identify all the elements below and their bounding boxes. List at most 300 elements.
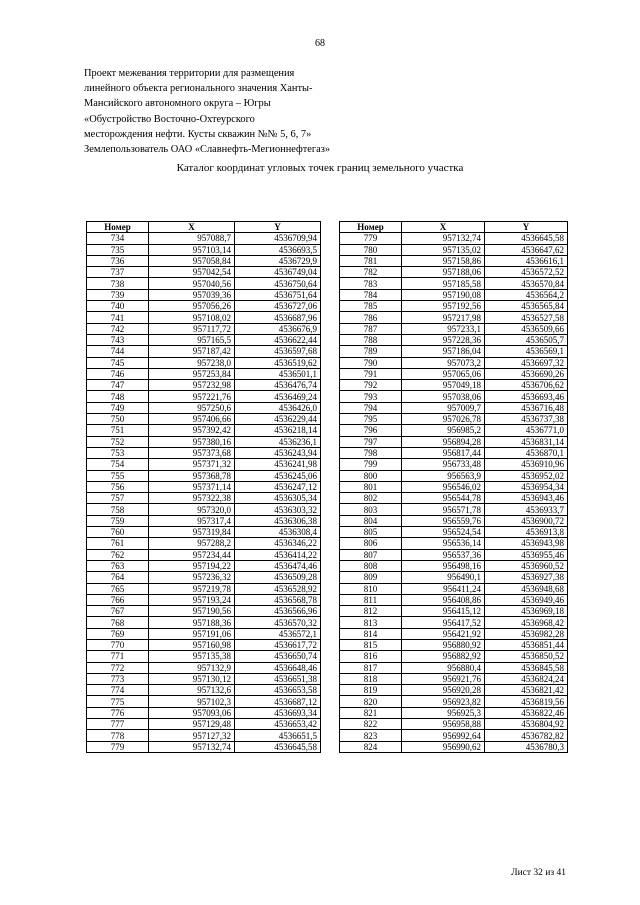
point-number: 762: [87, 549, 149, 560]
y-coordinate: 4536572,1: [235, 628, 321, 639]
x-coordinate: 957135,38: [149, 651, 235, 662]
point-number: 794: [340, 402, 402, 413]
point-number: 743: [87, 334, 149, 345]
x-coordinate: 957221,76: [149, 391, 235, 402]
y-coordinate: 4536509,28: [235, 572, 321, 583]
y-coordinate: 4536693,5: [235, 244, 321, 255]
table-row: [340, 639, 568, 650]
y-coordinate: 4536729,9: [235, 255, 321, 266]
table-row: [87, 414, 321, 425]
point-number: 790: [340, 357, 402, 368]
y-coordinate: 4536676,9: [235, 323, 321, 334]
x-coordinate: 957238,0: [149, 357, 235, 368]
header-line: Мансийского автономного округа – Югры: [84, 98, 271, 110]
y-coordinate: 4536851,44: [485, 639, 568, 650]
y-coordinate: 4536982,28: [485, 628, 568, 639]
table-row: [340, 617, 568, 628]
point-number: 738: [87, 278, 149, 289]
x-coordinate: 956415,12: [402, 606, 485, 617]
y-coordinate: 4536236,1: [235, 436, 321, 447]
table-row: [340, 662, 568, 673]
point-number: 783: [340, 278, 402, 289]
table-header-row: [340, 222, 568, 233]
table-row: [87, 730, 321, 741]
point-number: 786: [340, 312, 402, 323]
y-coordinate: 4536913,8: [485, 527, 568, 538]
table-row: [87, 425, 321, 436]
point-number: 764: [87, 572, 149, 583]
point-number: 803: [340, 504, 402, 515]
table-row: [340, 707, 568, 718]
y-coordinate: 4536910,96: [485, 459, 568, 470]
y-coordinate: 4536245,06: [235, 470, 321, 481]
point-number: 824: [340, 741, 402, 752]
x-coordinate: 957135,02: [402, 244, 485, 255]
x-coordinate: 957192,56: [402, 301, 485, 312]
y-coordinate: 4536243,94: [235, 447, 321, 458]
y-coordinate: 4536247,12: [235, 481, 321, 492]
x-coordinate: 957132,6: [149, 685, 235, 696]
x-coordinate: 957317,4: [149, 515, 235, 526]
x-coordinate: 956880,92: [402, 639, 485, 650]
table-row: [87, 312, 321, 323]
x-coordinate: 956571,78: [402, 504, 485, 515]
table-row: [87, 617, 321, 628]
table-row: [340, 380, 568, 391]
x-coordinate: 956408,86: [402, 594, 485, 605]
table-row: [340, 515, 568, 526]
y-coordinate: 4536647,62: [485, 244, 568, 255]
x-coordinate: 957127,32: [149, 730, 235, 741]
table-row: [87, 334, 321, 345]
x-coordinate: 957185,58: [402, 278, 485, 289]
point-number: 801: [340, 481, 402, 492]
x-coordinate: 957322,38: [149, 493, 235, 504]
x-coordinate: 957193,24: [149, 594, 235, 605]
point-number: 737: [87, 267, 149, 278]
y-coordinate: 4536782,82: [485, 730, 568, 741]
catalog-title: Каталог координат угловых точек границ земельного участка: [176, 162, 464, 174]
x-coordinate: 956411,24: [402, 583, 485, 594]
y-coordinate: 4536305,34: [235, 493, 321, 504]
x-coordinate: 957049,18: [402, 380, 485, 391]
page-number: 68: [315, 38, 325, 49]
point-number: 784: [340, 289, 402, 300]
y-coordinate: 4536960,52: [485, 560, 568, 571]
y-coordinate: 4536645,58: [235, 741, 321, 752]
x-coordinate: 956559,76: [402, 515, 485, 526]
point-number: 768: [87, 617, 149, 628]
x-coordinate: 957056,26: [149, 301, 235, 312]
x-coordinate: 957288,2: [149, 538, 235, 549]
point-number: 816: [340, 651, 402, 662]
table-row: [340, 572, 568, 583]
table-row: [87, 719, 321, 730]
table-row: [87, 741, 321, 752]
point-number: 811: [340, 594, 402, 605]
table-row: [340, 719, 568, 730]
point-number: 808: [340, 560, 402, 571]
table-row: [87, 527, 321, 538]
point-number: 818: [340, 673, 402, 684]
point-number: 791: [340, 368, 402, 379]
y-coordinate: 4536804,92: [485, 719, 568, 730]
y-coordinate: 4536653,42: [235, 719, 321, 730]
y-coordinate: 4536954,34: [485, 481, 568, 492]
table-row: [87, 639, 321, 650]
table-row: [340, 255, 568, 266]
point-number: 748: [87, 391, 149, 402]
x-coordinate: 957406,66: [149, 414, 235, 425]
table-row: [87, 357, 321, 368]
y-coordinate: 4536426,0: [235, 402, 321, 413]
column-header-number: Номер: [87, 222, 149, 233]
column-header-x: X: [149, 222, 235, 233]
y-coordinate: 4536653,58: [235, 685, 321, 696]
table-row: [340, 278, 568, 289]
coordinates-table-left: [86, 221, 321, 753]
x-coordinate: 956985,2: [402, 425, 485, 436]
point-number: 792: [340, 380, 402, 391]
table-row: [340, 346, 568, 357]
x-coordinate: 956421,92: [402, 628, 485, 639]
x-coordinate: 957373,68: [149, 447, 235, 458]
point-number: 747: [87, 380, 149, 391]
table-row: [87, 267, 321, 278]
sheet-counter: Лист 32 из 41: [511, 868, 566, 878]
x-coordinate: 957103,14: [149, 244, 235, 255]
point-number: 782: [340, 267, 402, 278]
table-row: [340, 391, 568, 402]
table-row: [340, 493, 568, 504]
point-number: 797: [340, 436, 402, 447]
point-number: 740: [87, 301, 149, 312]
y-coordinate: 4536709,94: [235, 233, 321, 244]
header-line: линейного объекта регионального значения Ханты-: [84, 83, 313, 95]
point-number: 766: [87, 594, 149, 605]
y-coordinate: 4536519,62: [235, 357, 321, 368]
x-coordinate: 957042,54: [149, 267, 235, 278]
table-row: [87, 504, 321, 515]
y-coordinate: 4536476,74: [235, 380, 321, 391]
point-number: 746: [87, 368, 149, 379]
y-coordinate: 4536651,38: [235, 673, 321, 684]
table-row: [340, 696, 568, 707]
table-row: [340, 357, 568, 368]
point-number: 735: [87, 244, 149, 255]
y-coordinate: 4536697,32: [485, 357, 568, 368]
table-row: [340, 504, 568, 515]
y-coordinate: 4536650,74: [235, 651, 321, 662]
table-row: [87, 368, 321, 379]
point-number: 793: [340, 391, 402, 402]
table-row: [340, 414, 568, 425]
point-number: 805: [340, 527, 402, 538]
y-coordinate: 4536690,26: [485, 368, 568, 379]
x-coordinate: 956498,16: [402, 560, 485, 571]
point-number: 798: [340, 447, 402, 458]
document-header: [84, 66, 330, 157]
y-coordinate: 4536737,38: [485, 414, 568, 425]
point-number: 741: [87, 312, 149, 323]
x-coordinate: 957093,06: [149, 707, 235, 718]
y-coordinate: 4536933,7: [485, 504, 568, 515]
table-row: [87, 515, 321, 526]
y-coordinate: 4536306,38: [235, 515, 321, 526]
y-coordinate: 4536952,02: [485, 470, 568, 481]
x-coordinate: 957186,04: [402, 346, 485, 357]
table-row: [340, 436, 568, 447]
y-coordinate: 4536969,18: [485, 606, 568, 617]
table-row: [87, 301, 321, 312]
x-coordinate: 957160,98: [149, 639, 235, 650]
x-coordinate: 957117,72: [149, 323, 235, 334]
point-number: 788: [340, 334, 402, 345]
point-number: 779: [340, 233, 402, 244]
y-coordinate: 4536303,32: [235, 504, 321, 515]
table-row: [340, 368, 568, 379]
table-row: [87, 233, 321, 244]
point-number: 758: [87, 504, 149, 515]
table-row: [340, 560, 568, 571]
y-coordinate: 4536687,96: [235, 312, 321, 323]
table-row: [340, 470, 568, 481]
x-coordinate: 957088,7: [149, 233, 235, 244]
table-row: [340, 447, 568, 458]
y-coordinate: 4536308,4: [235, 527, 321, 538]
y-coordinate: 4536870,1: [485, 447, 568, 458]
y-coordinate: 4536968,42: [485, 617, 568, 628]
coordinates-table-right: [339, 221, 568, 753]
table-row: [340, 289, 568, 300]
x-coordinate: 957250,6: [149, 402, 235, 413]
table-row: [87, 549, 321, 560]
point-number: 787: [340, 323, 402, 334]
x-coordinate: 957073,2: [402, 357, 485, 368]
y-coordinate: 4536780,3: [485, 741, 568, 752]
point-number: 755: [87, 470, 149, 481]
point-number: 752: [87, 436, 149, 447]
x-coordinate: 957228,36: [402, 334, 485, 345]
y-coordinate: 4536346,22: [235, 538, 321, 549]
y-coordinate: 4536716,48: [485, 402, 568, 413]
column-header-number: Номер: [340, 222, 402, 233]
x-coordinate: 957232,98: [149, 380, 235, 391]
x-coordinate: 957165,5: [149, 334, 235, 345]
point-number: 820: [340, 696, 402, 707]
x-coordinate: 957009,7: [402, 402, 485, 413]
point-number: 795: [340, 414, 402, 425]
x-coordinate: 957234,44: [149, 549, 235, 560]
point-number: 736: [87, 255, 149, 266]
y-coordinate: 4536509,66: [485, 323, 568, 334]
point-number: 756: [87, 481, 149, 492]
y-coordinate: 4536819,56: [485, 696, 568, 707]
table-row: [340, 459, 568, 470]
x-coordinate: 957236,32: [149, 572, 235, 583]
y-coordinate: 4536570,84: [485, 278, 568, 289]
point-number: 754: [87, 459, 149, 470]
point-number: 753: [87, 447, 149, 458]
point-number: 822: [340, 719, 402, 730]
y-coordinate: 4536570,32: [235, 617, 321, 628]
x-coordinate: 956894,28: [402, 436, 485, 447]
y-coordinate: 4536469,24: [235, 391, 321, 402]
table-row: [340, 685, 568, 696]
table-row: [340, 244, 568, 255]
point-number: 734: [87, 233, 149, 244]
x-coordinate: 956990,62: [402, 741, 485, 752]
point-number: 773: [87, 673, 149, 684]
header-line: Проект межевания территории для размещения: [84, 68, 295, 79]
point-number: 742: [87, 323, 149, 334]
table-row: [87, 323, 321, 334]
x-coordinate: 957026,78: [402, 414, 485, 425]
x-coordinate: 956733,48: [402, 459, 485, 470]
y-coordinate: 4536528,92: [235, 583, 321, 594]
table-row: [340, 233, 568, 244]
table-row: [340, 301, 568, 312]
y-coordinate: 4536527,58: [485, 312, 568, 323]
y-coordinate: 4536727,06: [235, 301, 321, 312]
column-header-y: Y: [235, 222, 321, 233]
y-coordinate: 4536927,38: [485, 572, 568, 583]
x-coordinate: 956920,28: [402, 685, 485, 696]
point-number: 812: [340, 606, 402, 617]
x-coordinate: 957158,86: [402, 255, 485, 266]
table-row: [87, 628, 321, 639]
x-coordinate: 957219,78: [149, 583, 235, 594]
x-coordinate: 957040,56: [149, 278, 235, 289]
table-row: [87, 380, 321, 391]
y-coordinate: 4536831,14: [485, 436, 568, 447]
point-number: 796: [340, 425, 402, 436]
y-coordinate: 4536706,62: [485, 380, 568, 391]
y-coordinate: 4536687,12: [235, 696, 321, 707]
x-coordinate: 957132,74: [402, 233, 485, 244]
point-number: 739: [87, 289, 149, 300]
x-coordinate: 957371,32: [149, 459, 235, 470]
table-row: [340, 730, 568, 741]
x-coordinate: 956563,9: [402, 470, 485, 481]
x-coordinate: 956490,1: [402, 572, 485, 583]
x-coordinate: 956992,64: [402, 730, 485, 741]
x-coordinate: 956417,52: [402, 617, 485, 628]
table-row: [340, 481, 568, 492]
table-row: [340, 741, 568, 752]
point-number: 775: [87, 696, 149, 707]
x-coordinate: 957132,74: [149, 741, 235, 752]
table-row: [340, 334, 568, 345]
x-coordinate: 957108,02: [149, 312, 235, 323]
x-coordinate: 956958,88: [402, 719, 485, 730]
table-row: [87, 606, 321, 617]
point-number: 800: [340, 470, 402, 481]
x-coordinate: 957188,06: [402, 267, 485, 278]
x-coordinate: 957038,06: [402, 391, 485, 402]
table-row: [87, 696, 321, 707]
x-coordinate: 956923,82: [402, 696, 485, 707]
y-coordinate: 4536597,68: [235, 346, 321, 357]
table-row: [340, 583, 568, 594]
x-coordinate: 957130,12: [149, 673, 235, 684]
x-coordinate: 957380,16: [149, 436, 235, 447]
point-number: 810: [340, 583, 402, 594]
table-row: [340, 402, 568, 413]
y-coordinate: 4536645,58: [485, 233, 568, 244]
table-row: [340, 549, 568, 560]
table-row: [340, 606, 568, 617]
point-number: 781: [340, 255, 402, 266]
x-coordinate: 956921,76: [402, 673, 485, 684]
table-row: [87, 402, 321, 413]
y-coordinate: 4536569,1: [485, 346, 568, 357]
x-coordinate: 957132,9: [149, 662, 235, 673]
table-row: [340, 673, 568, 684]
x-coordinate: 957190,08: [402, 289, 485, 300]
table-row: [87, 707, 321, 718]
x-coordinate: 957392,42: [149, 425, 235, 436]
y-coordinate: 4536617,72: [235, 639, 321, 650]
y-coordinate: 4536622,44: [235, 334, 321, 345]
x-coordinate: 957368,78: [149, 470, 235, 481]
x-coordinate: 956524,54: [402, 527, 485, 538]
point-number: 771: [87, 651, 149, 662]
column-header-y: Y: [485, 222, 568, 233]
table-row: [87, 685, 321, 696]
x-coordinate: 956880,4: [402, 662, 485, 673]
y-coordinate: 4536241,98: [235, 459, 321, 470]
point-number: 757: [87, 493, 149, 504]
table-row: [340, 651, 568, 662]
point-number: 802: [340, 493, 402, 504]
x-coordinate: 956536,14: [402, 538, 485, 549]
table-row: [87, 651, 321, 662]
point-number: 809: [340, 572, 402, 583]
x-coordinate: 956925,3: [402, 707, 485, 718]
x-coordinate: 956817,44: [402, 447, 485, 458]
table-row: [87, 436, 321, 447]
x-coordinate: 957039,36: [149, 289, 235, 300]
x-coordinate: 957058,84: [149, 255, 235, 266]
y-coordinate: 4536568,78: [235, 594, 321, 605]
y-coordinate: 4536565,84: [485, 301, 568, 312]
point-number: 814: [340, 628, 402, 639]
table-row: [340, 323, 568, 334]
y-coordinate: 4536693,46: [485, 391, 568, 402]
y-coordinate: 4536218,14: [235, 425, 321, 436]
x-coordinate: 957191,06: [149, 628, 235, 639]
table-row: [340, 312, 568, 323]
y-coordinate: 4536949,46: [485, 594, 568, 605]
point-number: 780: [340, 244, 402, 255]
y-coordinate: 4536229,44: [235, 414, 321, 425]
header-line: «Обустройство Восточно-Охтеурского: [84, 113, 255, 125]
y-coordinate: 4536501,1: [235, 368, 321, 379]
table-row: [87, 560, 321, 571]
column-header-x: X: [402, 222, 485, 233]
y-coordinate: 4536651,5: [235, 730, 321, 741]
point-number: 769: [87, 628, 149, 639]
point-number: 817: [340, 662, 402, 673]
table-row: [340, 538, 568, 549]
x-coordinate: 956544,78: [402, 493, 485, 504]
table-row: [340, 527, 568, 538]
point-number: 823: [340, 730, 402, 741]
x-coordinate: 957253,84: [149, 368, 235, 379]
table-row: [340, 594, 568, 605]
header-line: Землепользователь ОАО «Славнефть-Мегионнефтегаз»: [84, 144, 331, 156]
